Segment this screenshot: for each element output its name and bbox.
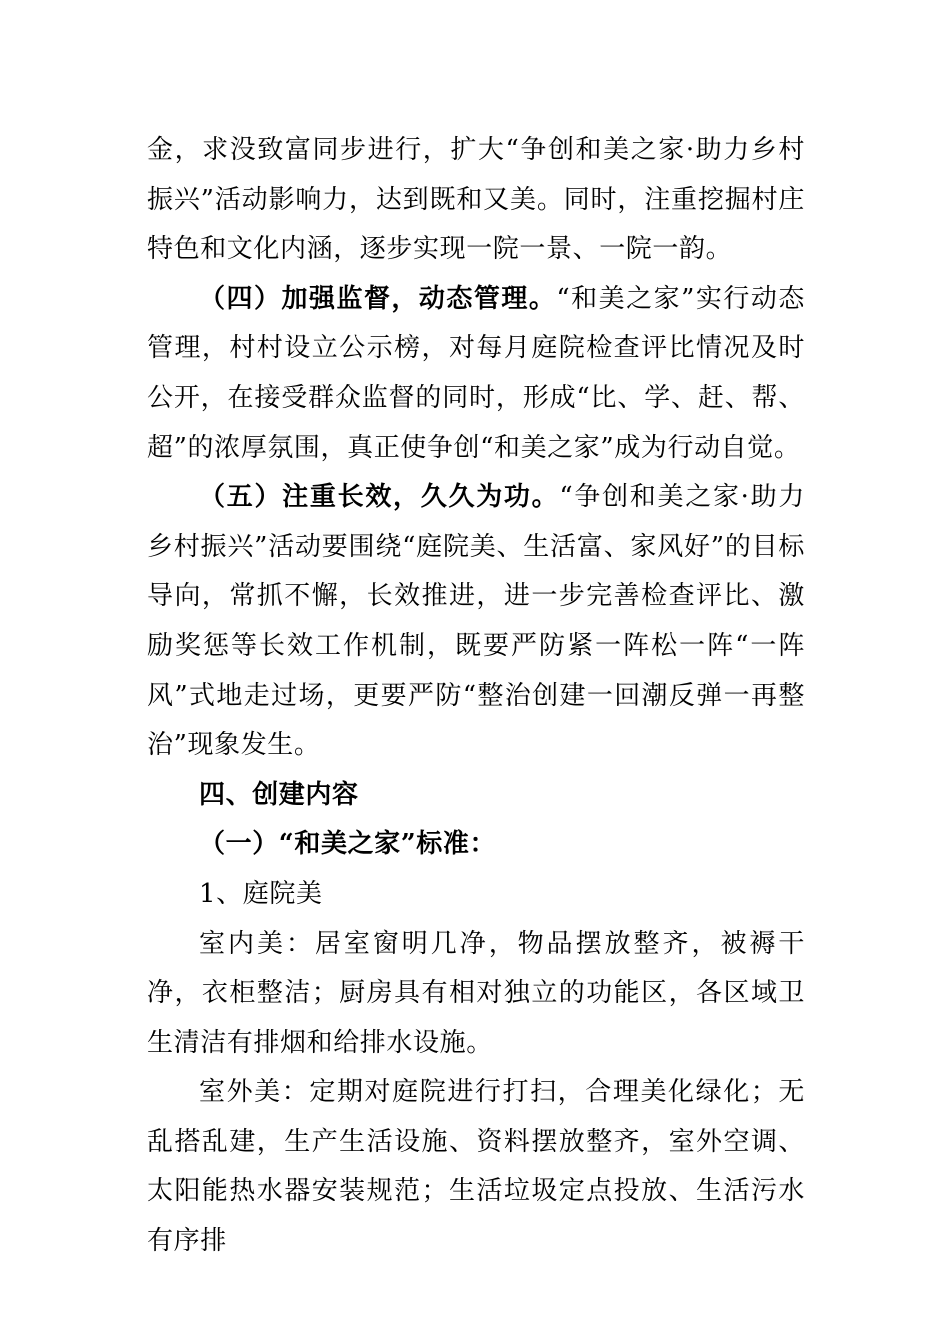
- document-body: [147, 126, 805, 1267]
- paragraph-long-term: [147, 473, 805, 771]
- paragraph-long-term-lead: （五）注重长效，久久为功。: [199, 482, 560, 513]
- subsection-heading-standards: （一）“和美之家”标准：: [199, 829, 497, 860]
- paragraph-supervision-lead: （四）加强监督，动态管理。: [199, 283, 557, 314]
- paragraph-indoor: 室内美：居室窗明几净，物品摆放整齐，被褥干净，衣柜整洁；厨房具有相对独立的功能区，各区域卫生清洁有排烟和给排水设施。: [147, 928, 805, 1058]
- paragraph-continuation: 金，求没致富同步进行，扩大“争创和美之家·助力乡村振兴”活动影响力，达到既和又美。同时，注重挖掘村庄特色和文化内涵，逐步实现一院一景、一院一韵。: [147, 135, 805, 265]
- paragraph-supervision: [147, 275, 805, 473]
- paragraph-outdoor: 室外美：定期对庭院进行打扫，合理美化绿化；无乱搭乱建，生产生活设施、资料摆放整齐，室外空调、太阳能热水器安装规范；生活垃圾定点投放、生活污水有序排: [147, 1077, 805, 1257]
- list-item-courtyard: 1、庭院美: [199, 878, 323, 909]
- paragraph-supervision-body: “和美之家”实行动态管理，村村设立公示榜，对每月庭院检查评比情况及时公开，在接受群众监督的同时，形成“比、学、赶、帮、超”的浓厚氛围，真正使争创“和美之家”成为行动自觉。: [147, 283, 805, 463]
- section-heading-creation-content: 四、创建内容: [199, 779, 359, 810]
- paragraph-long-term-body: “争创和美之家·助力乡村振兴”活动要围绕“庭院美、生活富、家风好”的目标导向，常抓不懈，长效推进，进一步完善检查评比、激励奖惩等长效工作机制，既要严防紧一阵松一阵“一阵风”式地走过场，更要严防“整治创建一回潮反弹一再整治”现象发生。: [147, 482, 805, 761]
